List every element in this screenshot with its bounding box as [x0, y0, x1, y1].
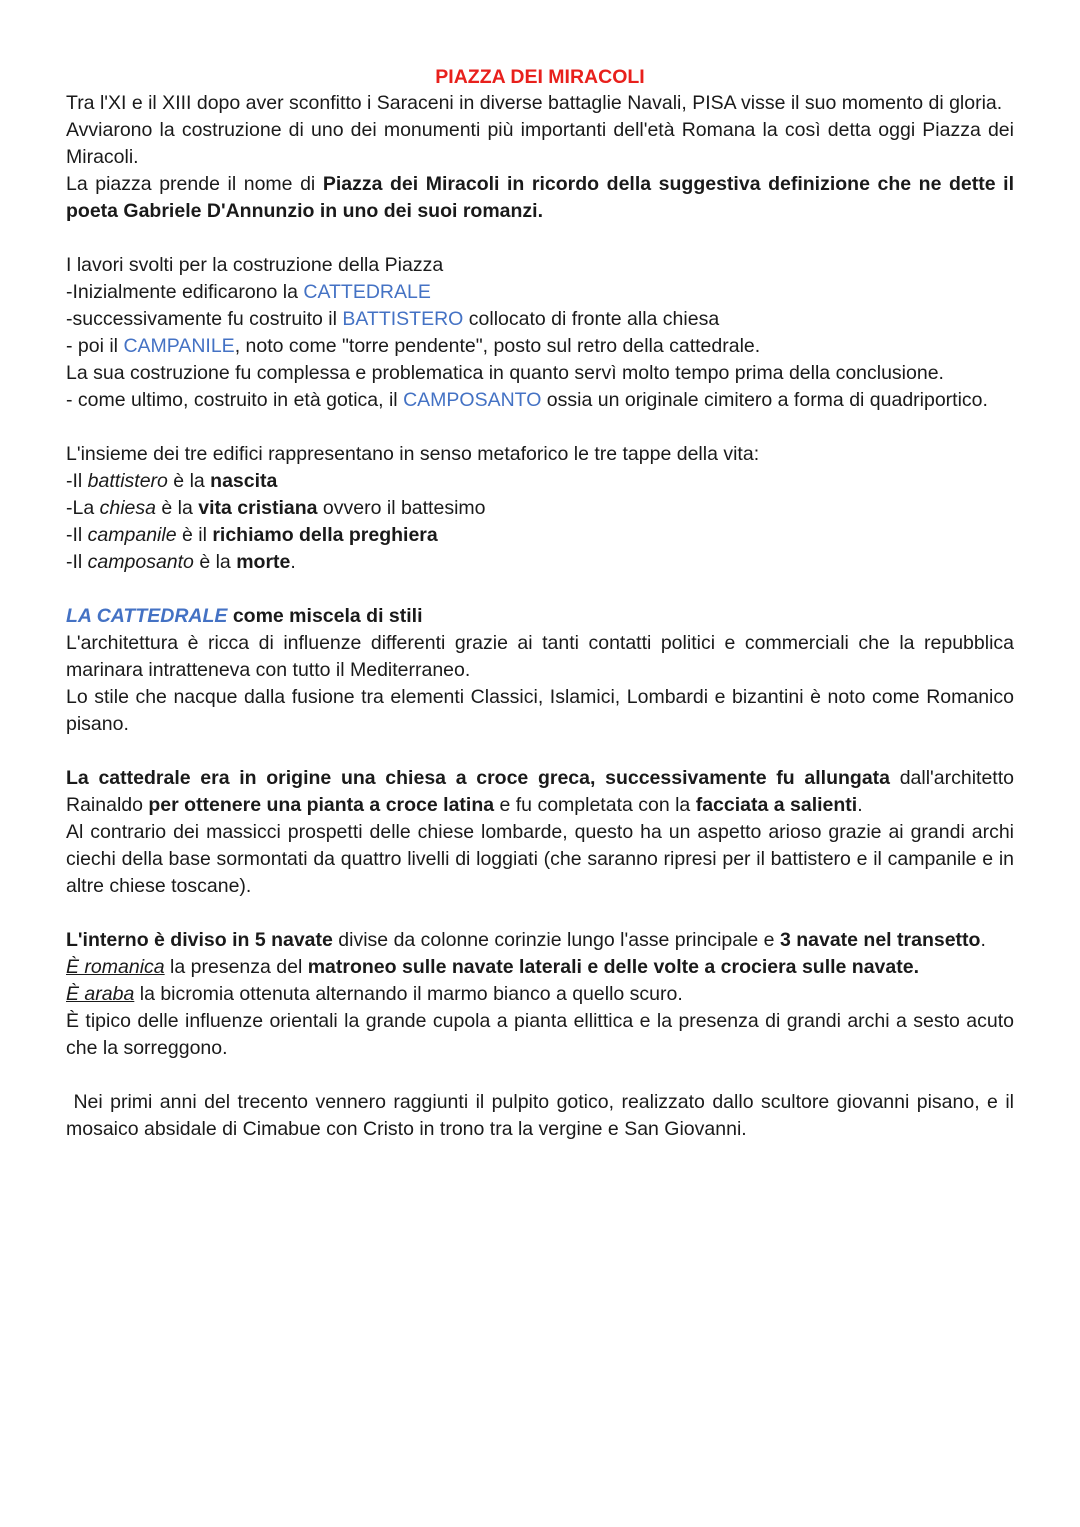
stage-text: .: [290, 551, 296, 573]
text: divise da colonne corinzie lungo l'asse principale e: [332, 929, 780, 951]
works-item-text: - poi il: [66, 335, 124, 357]
works-item-text: ossia un originale cimitero a forma di quadriportico.: [541, 389, 988, 411]
stage-subject: campanile: [87, 524, 177, 546]
stage-text: -Il: [66, 470, 88, 492]
page-title: PIAZZA DEI MIRACOLI: [435, 66, 645, 88]
text: la presenza del: [164, 956, 308, 978]
underlined-italic-text: È araba: [66, 983, 135, 1005]
stage-item-battistero: [66, 468, 1014, 495]
stage-text: è la: [155, 497, 199, 519]
works-item-battistero: [66, 306, 1014, 333]
stage-subject: battistero: [87, 470, 168, 492]
cathedral-paragraph-5: [66, 927, 1014, 954]
text: e fu completata con la: [494, 794, 696, 816]
stage-meaning: morte: [236, 551, 291, 573]
works-item-text: - come ultimo, costruito in età gotica, il: [66, 389, 404, 411]
text: .: [980, 929, 986, 951]
works-item-text: -successivamente fu costruito il: [66, 308, 343, 330]
stages-lead: L'insieme dei tre edifici rappresentano in senso metaforico le tre tappe della vita:: [66, 443, 760, 465]
stage-meaning: vita cristiana: [198, 497, 318, 519]
stage-text: -Il: [66, 551, 88, 573]
camposanto-term: CAMPOSANTO: [403, 389, 542, 411]
text: dall'architetto Rainaldo: [66, 767, 1014, 816]
campanile-term: CAMPANILE: [123, 335, 235, 357]
bold-text: matroneo sulle navate laterali e delle volte a crociera sulle navate: [307, 956, 914, 978]
works-item-text: , noto come "torre pendente", posto sul retro della cattedrale.: [234, 335, 761, 357]
stage-meaning: richiamo della preghiera: [212, 524, 438, 546]
text: .: [857, 794, 863, 816]
works-item-text: -Inizialmente edificarono la: [66, 281, 304, 303]
stage-text: è il: [176, 524, 213, 546]
cathedral-paragraph-4: Al contrario dei massicci prospetti delle chiese lombarde, questo ha un aspetto arioso grazie ai grandi archi ciechi della base sormontati da quattro livelli di loggiati (che saranno ripresi per il battistero e il campanile e in altre chiese toscane).: [66, 821, 1014, 897]
bold-text: 3 navate nel transetto: [779, 929, 981, 951]
document-body: [66, 64, 1020, 1143]
cathedral-paragraph-3: [66, 765, 1014, 819]
stage-item-chiesa: [66, 495, 1014, 522]
works-item-text: collocato di fronte alla chiesa: [463, 308, 720, 330]
cathedral-paragraph-6: [66, 954, 1014, 981]
bold-text: per ottenere una pianta a croce latina: [148, 794, 495, 816]
bold-text: La cattedrale era in origine una chiesa a croce greca, successivamente fu allungata: [66, 767, 891, 789]
battistero-term: BATTISTERO: [342, 308, 464, 330]
cathedral-paragraph-2: Lo stile che nacque dalla fusione tra elementi Classici, Islamici, Lombardi e bizantini è noto come Romanico pisano.: [66, 686, 1014, 735]
cathedral-heading-term: LA CATTEDRALE: [66, 605, 228, 627]
stage-text: è la: [167, 470, 211, 492]
stage-text: è la: [193, 551, 237, 573]
works-item-cattedrale: [66, 279, 1014, 306]
cattedrale-term: CATTEDRALE: [303, 281, 431, 303]
stage-text: -Il: [66, 524, 88, 546]
works-item-campanile: [66, 333, 1014, 360]
intro-paragraph-3: [66, 171, 1014, 225]
works-lead: I lavori svolti per la costruzione della Piazza: [66, 254, 444, 276]
bold-text: L'interno è diviso in 5 navate: [66, 929, 333, 951]
stage-item-camposanto: [66, 549, 1014, 576]
intro-p3-bold: Piazza dei Miracoli in ricordo della suggestiva definizione che ne dette il poeta Gabriele D'Annunzio in uno dei suoi romanzi.: [66, 173, 1015, 222]
cathedral-paragraph-8: È tipico delle influenze orientali la grande cupola a pianta ellittica e la presenza di grandi archi a sesto acuto che la sorreggono.: [66, 1010, 1014, 1059]
intro-paragraph-2: Avviarono la costruzione di uno dei monumenti più importanti dell'età Romana la così detta oggi Piazza dei Miracoli.: [66, 119, 1014, 168]
bold-text: facciata a salienti: [695, 794, 858, 816]
stage-item-campanile: [66, 522, 1014, 549]
bold-text: .: [913, 956, 920, 978]
stage-subject: chiesa: [99, 497, 156, 519]
cathedral-paragraph-1: L'architettura è ricca di influenze differenti grazie ai tanti contatti politici e commerciali che la repubblica marinara intratteneva con tutto il Mediterraneo.: [66, 632, 1014, 681]
stage-text: -La: [66, 497, 100, 519]
intro-paragraph-1: Tra l'XI e il XIII dopo aver sconfitto i Saraceni in diverse battaglie Navali, PISA visse il suo momento di gloria.: [66, 92, 1003, 114]
stage-subject: camposanto: [87, 551, 194, 573]
cathedral-heading: [66, 603, 1014, 630]
cathedral-heading-rest: come miscela di stili: [227, 605, 423, 627]
works-campanile-note: La sua costruzione fu complessa e problematica in quanto servì molto tempo prima della conclusione.: [66, 362, 944, 384]
underlined-italic-text: È romanica: [66, 956, 165, 978]
cathedral-paragraph-9: Nei primi anni del trecento vennero raggiunti il pulpito gotico, realizzato dallo scultore giovanni pisano, e il mosaico absidale di Cimabue con Cristo in trono tra la vergine e San Giovanni.: [66, 1091, 1020, 1140]
cathedral-paragraph-7: [66, 981, 1014, 1008]
works-item-camposanto: [66, 387, 1014, 414]
intro-p3-text: La piazza prende il nome di: [66, 173, 323, 195]
stage-meaning: nascita: [210, 470, 278, 492]
text: la bicromia ottenuta alternando il marmo bianco a quello scuro.: [134, 983, 683, 1005]
stage-text: ovvero il battesimo: [317, 497, 486, 519]
